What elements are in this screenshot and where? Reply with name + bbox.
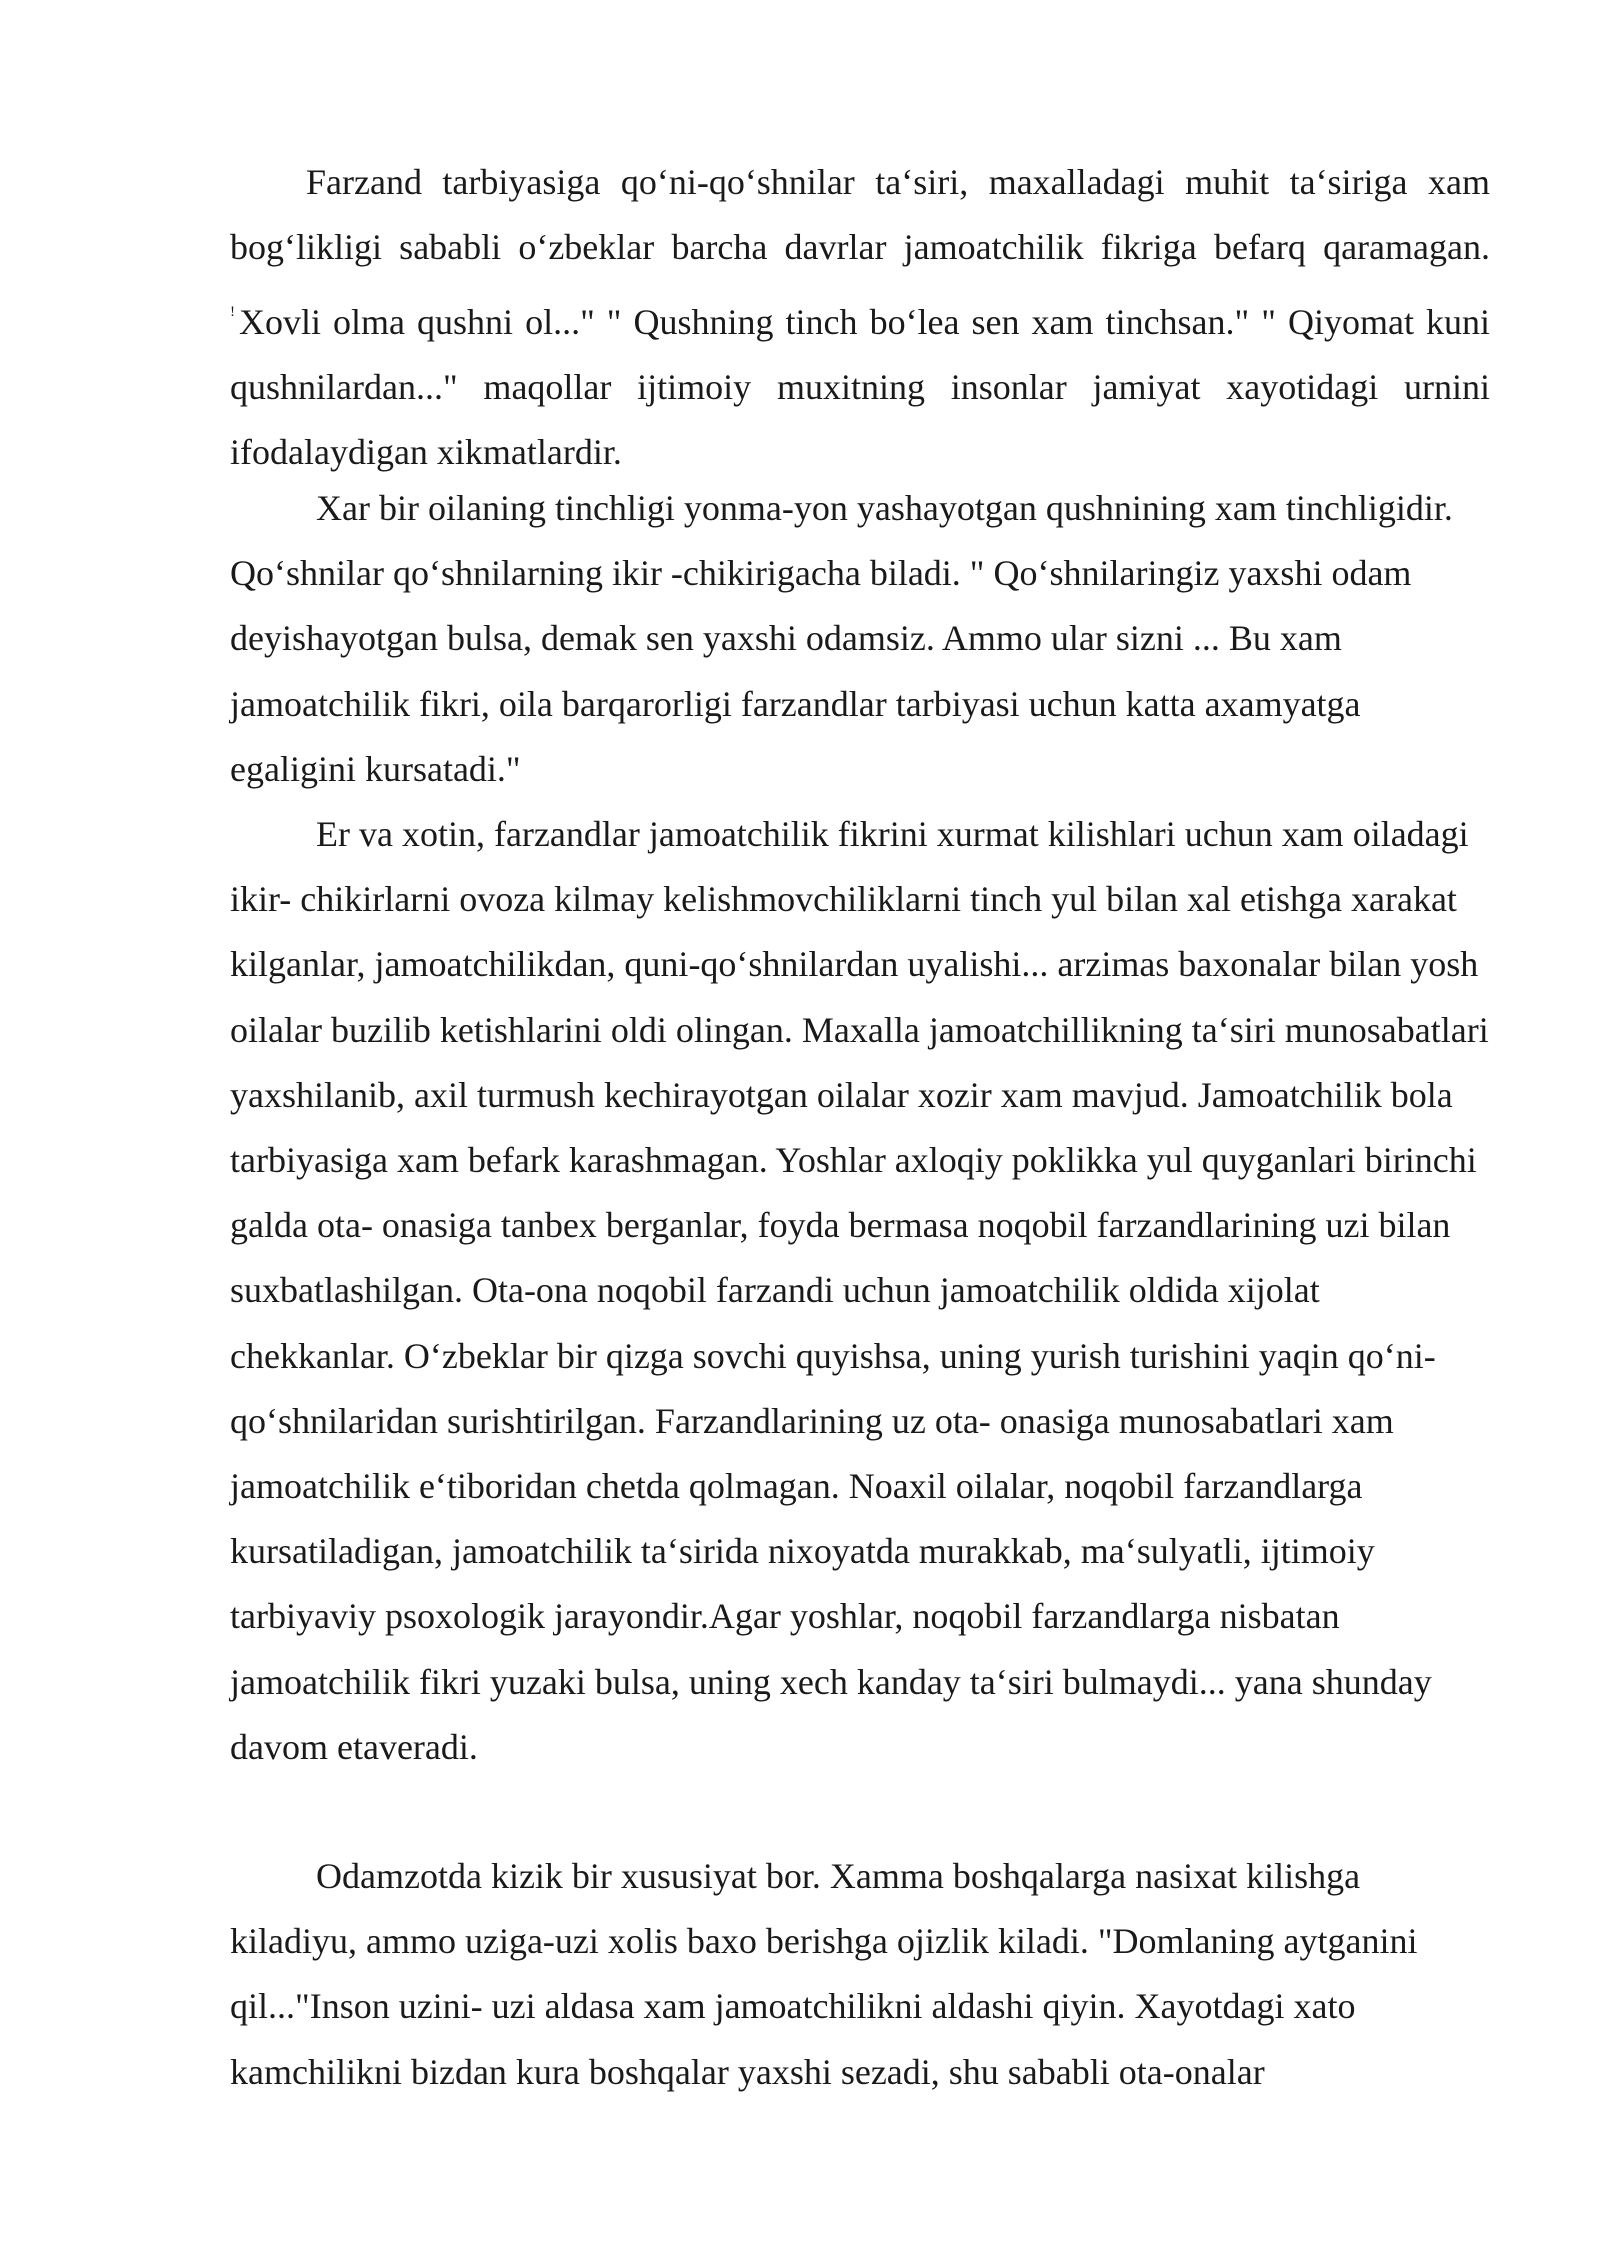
paragraph-1-opening: Farzand tarbiyasiga qo‘ni-qo‘shnilar ta‘siri, maxalladagi muhit ta‘siriga xam bog‘likligi sababli o‘zbeklar barcha davrlar jamoatchilik fikriga befarq qaramagan. [230, 162, 1490, 267]
paragraph-4: Odamzotda kizik bir xususiyat bor. Xamma boshqalarga nasixat kilishga kiladiyu, ammo uziga-uzi xolis baxo berishga ojizlik kiladi. "Domlaning aytganini qil..."Inson uzini- uzi aldasa xam jamoatchilikni aldashi qiyin. Xayotdagi xato kamchilikni bizdan kura boshqalar yaxshi sezadi, shu sababli ota-onalar [230, 1856, 1418, 2092]
paragraph-1-continuation: Xovli olma qushni ol..." " Qushning tinch bo‘lea sen xam tinchsan." " Qiyomat kuni qushnilardan..." maqollar ijtimoiy muxitning insonlar jamiyat xayotidagi urnini ifodalaydigan xikmatlardir. [230, 302, 1490, 472]
paragraph-3: Er va xotin, farzandlar jamoatchilik fikrini xurmat kilishlari uchun xam oiladagi ikir- chikirlarni ovoza kilmay kelishmovchiliklarni tinch yul bilan xal etishga xarakat kilganlar, jamoatchilikdan, quni-qo‘shnilardan uyalishi... arzimas baxonalar bilan yosh oilalar buzilib ketishlarini oldi olingan. Maxalla jamoatchillikning ta‘siri munosabatlari yaxshilanib, axil turmush kechirayotgan oilalar xozir xam mavjud. Jamoatchilik bola tarbiyasiga xam befark karashmagan. Yoshlar axloqiy poklikka yul quyganlari birinchi galda ota- onasiga tanbex berganlar, foyda bermasa noqobil farzandlarining uzi bilan suxbatlashilgan. Ota-ona noqobil farzandi uchun jamoatchilik oldida xijolat chekkanlar. O‘zbeklar bir qizga sovchi quyishsa, uning yurish turishini yaqin qo‘ni-qo‘shnilaridan surishtirilgan. Farzandlarining uz ota- onasiga munosabatlari xam jamoatchilik e‘tiboridan chetda qolmagan. Noaxil oilalar, noqobil farzandlarga kursatiladigan, jamoatchilik ta‘sirida nixoyatda murakkab, ma‘sulyatli, ijtimoiy tarbiyaviy psoxologik jarayondir.Agar yoshlar, noqobil farzandlarga nisbatan jamoatchilik fikri yuzaki bulsa, uning xech kanday ta‘siri bulmaydi... yana shunday davom etaveradi. [230, 814, 1489, 1767]
paragraph-2: Xar bir oilaning tinchligi yonma-yon yashayotgan qushnining xam tinchligidir. Qo‘shnilar qo‘shnilarning ikir -chikirigacha biladi. " Qo‘shnilaringiz yaxshi odam deyishayotgan bulsa, demak sen yaxshi odamsiz. Ammo ular sizni ... Bu xam jamoatchilik fikri, oila barqarorligi farzandlar tarbiyasi uchun katta axamyatga egaligini kursatadi." [230, 488, 1453, 789]
paragraph-1 [230, 150, 1490, 485]
footnote-mark: ! [230, 304, 235, 320]
